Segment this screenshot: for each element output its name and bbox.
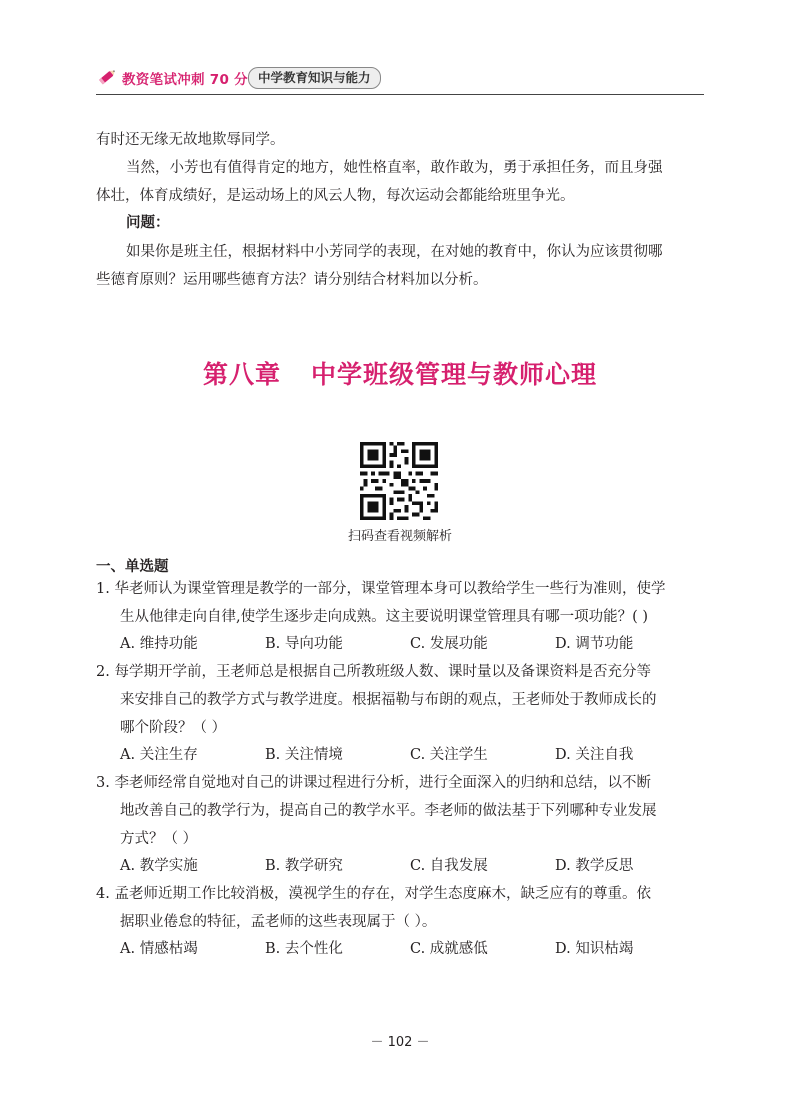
page-number: － 102 －	[370, 1035, 430, 1050]
q2-line-3: 哪个阶段？（ ）	[120, 720, 227, 736]
q2-option-d[interactable]: D. 关注自我	[555, 747, 634, 763]
q1-option-b[interactable]: B. 导向功能	[265, 636, 343, 652]
q4-line-1: 4. 孟老师近期工作比较消极，漠视学生的存在，对学生态度麻木，缺乏应有的尊重。依	[96, 886, 651, 902]
q4-option-a[interactable]: A. 情感枯竭	[120, 941, 198, 957]
q4-line-2: 据职业倦怠的特征，孟老师的这些表现属于（ ）。	[120, 914, 437, 930]
q2-line-1: 2. 每学期开学前，王老师总是根据自己所教班级人数、课时量以及备课资料是否充分等	[96, 664, 651, 680]
qr-caption: 扫码查看视频解析	[347, 529, 452, 544]
q1-option-a[interactable]: A. 维持功能	[120, 636, 198, 652]
q3-option-c[interactable]: C. 自我发展	[410, 858, 488, 874]
q1-line-2: 生从他律走向自律,使学生逐步走向成熟。这主要说明课堂管理具有哪一项功能？( )	[120, 609, 649, 625]
chapter-number: 第八章	[202, 360, 281, 389]
q2-option-a[interactable]: A. 关注生存	[120, 747, 198, 763]
q4-option-b[interactable]: B. 去个性化	[265, 941, 343, 957]
subject-badge: 中学教育知识与能力	[248, 67, 381, 89]
q1-option-c[interactable]: C. 发展功能	[410, 636, 488, 652]
pencil-icon	[96, 66, 118, 88]
q2-option-c[interactable]: C. 关注学生	[410, 747, 488, 763]
qr-code[interactable]	[360, 442, 438, 520]
q2-option-b[interactable]: B. 关注情境	[265, 747, 343, 763]
q3-option-d[interactable]: D. 教学反思	[555, 858, 634, 874]
q2-line-2: 来安排自己的教学方式与教学进度。根据福勒与布朗的观点，王老师处于教师成长的	[120, 692, 657, 708]
intro-line-2: 当然，小芳也有值得肯定的地方，她性格直率，敢作敢为，勇于承担任务，而且身强	[126, 160, 663, 176]
q3-line-1: 3. 李老师经常自觉地对自己的讲课过程进行分析，进行全面深入的归纳和总结，以不断	[96, 775, 651, 791]
chapter-heading	[0, 355, 800, 391]
q1-line-1: 1. 华老师认为课堂管理是教学的一部分，课堂管理本身可以教给学生一些行为准则，使学	[96, 581, 666, 597]
intro-line-1: 有时还无缘无故地欺辱同学。	[96, 132, 285, 148]
q3-option-a[interactable]: A. 教学实施	[120, 858, 198, 874]
chapter-title: 中学班级管理与教师心理	[311, 360, 598, 389]
q3-option-b[interactable]: B. 教学研究	[265, 858, 343, 874]
question-line-1: 如果你是班主任，根据材料中小芳同学的表现，在对她的教育中，你认为应该贯彻哪	[126, 244, 663, 260]
section-title: 一、单选题	[96, 559, 169, 575]
q1-option-d[interactable]: D. 调节功能	[555, 636, 634, 652]
question-line-2: 些德育原则？运用哪些德育方法？请分别结合材料加以分析。	[96, 272, 488, 288]
question-label: 问题：	[126, 215, 170, 231]
q4-option-d[interactable]: D. 知识枯竭	[555, 941, 634, 957]
q3-line-2: 地改善自己的教学行为，提高自己的教学水平。李老师的做法基于下列哪种专业发展	[120, 803, 657, 819]
page-header	[96, 64, 704, 95]
q3-line-3: 方式？（ ）	[120, 831, 198, 847]
q4-option-c[interactable]: C. 成就感低	[410, 941, 488, 957]
intro-line-3: 体壮，体育成绩好，是运动场上的风云人物，每次运动会都能给班里争光。	[96, 188, 575, 204]
series-title: 教资笔试冲刺 70 分	[122, 72, 248, 88]
